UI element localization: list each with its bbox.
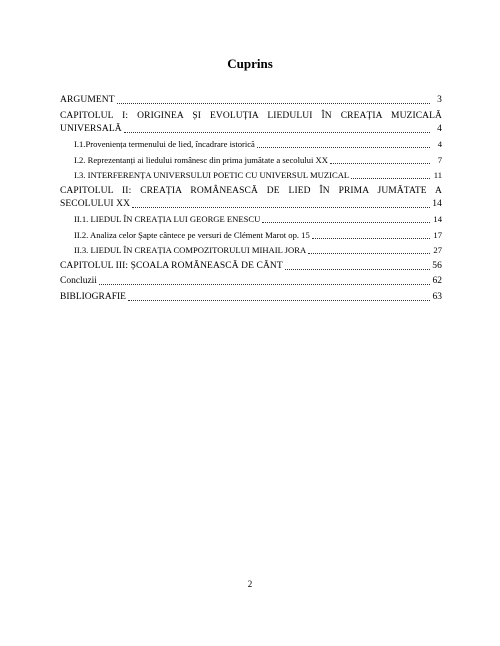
toc-entry-label: Concluzii bbox=[60, 276, 97, 286]
toc-entry[interactable] bbox=[60, 291, 442, 304]
toc-entry-page: 27 bbox=[433, 245, 442, 255]
toc-entry[interactable] bbox=[60, 185, 442, 211]
toc-entry-label: I.2. Reprezentanți ai liedului românesc din prima jumătate a secolului XX bbox=[74, 154, 328, 165]
toc-entry[interactable] bbox=[60, 154, 442, 167]
toc-entry-page: 63 bbox=[432, 291, 442, 302]
toc-entry-label: ARGUMENT bbox=[60, 95, 115, 105]
toc-entry-page: 56 bbox=[432, 260, 442, 271]
dot-leader bbox=[312, 238, 430, 239]
toc-entry-label-line1: CAPITOLUL II: CREAȚIA ROMÂNEASCĂ DE LIED ÎN PRIMA JUMĂTATE A bbox=[60, 185, 442, 196]
toc-entry[interactable] bbox=[60, 275, 442, 288]
page-number: 2 bbox=[247, 579, 253, 589]
toc-entry[interactable] bbox=[60, 94, 442, 107]
dot-leader bbox=[124, 132, 430, 133]
toc-entry[interactable] bbox=[60, 229, 442, 242]
dot-leader bbox=[117, 103, 430, 104]
dot-leader bbox=[257, 147, 430, 148]
toc-entry-page: 14 bbox=[433, 214, 442, 224]
dot-leader bbox=[128, 300, 430, 301]
toc-entry-page: 11 bbox=[433, 170, 442, 180]
toc-entry-label-line1: CAPITOLUL I: ORIGINEA ȘI EVOLUȚIA LIEDULUI ÎN CREAȚIA MUZICALĂ bbox=[60, 110, 442, 121]
toc-entry-label: I.3. INTERFERENȚA UNIVERSULUI POETIC CU UNIVERSUL MUZICAL bbox=[74, 170, 350, 180]
toc-entry-label: II.1. LIEDUL ÎN CREAȚIA LUI GEORGE ENESCU bbox=[74, 214, 261, 224]
toc-entry[interactable] bbox=[60, 260, 442, 273]
toc-entry-label: II.2. Analiza celor Șapte cântece pe versuri de Clément Marot op. 15 bbox=[74, 229, 310, 240]
toc-entry-label: II.3. LIEDUL ÎN CREAȚIA COMPOZITORULUI MIHAIL JORA bbox=[74, 245, 307, 255]
dot-leader bbox=[285, 269, 430, 270]
toc-entry-label: I.1.Proveniența termenului de lied, încadrare istorică bbox=[74, 139, 255, 149]
page-title: Cuprins bbox=[227, 56, 273, 71]
toc-entry-page: 17 bbox=[433, 229, 442, 240]
toc-entry-page: 4 bbox=[437, 123, 442, 134]
table-of-contents bbox=[60, 94, 442, 306]
dot-leader bbox=[262, 222, 430, 223]
dot-leader bbox=[308, 253, 430, 254]
dot-leader bbox=[132, 207, 430, 208]
toc-entry[interactable] bbox=[60, 244, 442, 257]
toc-entry-page: 4 bbox=[437, 139, 442, 149]
toc-entry-label: CAPITOLUL III: ȘCOALA ROMÂNEASCĂ DE CÂNT bbox=[60, 260, 283, 271]
toc-entry-page: 62 bbox=[432, 276, 442, 286]
toc-entry[interactable] bbox=[60, 110, 442, 136]
toc-entry-label-line2: SECOLULUI XX bbox=[60, 198, 131, 209]
toc-entry[interactable] bbox=[60, 169, 442, 182]
toc-entry-page: 7 bbox=[437, 154, 442, 165]
dot-leader bbox=[351, 178, 430, 179]
toc-entry[interactable] bbox=[60, 213, 442, 226]
toc-entry-label-line2: UNIVERSALĂ bbox=[60, 123, 122, 134]
toc-entry-label: BIBLIOGRAFIE bbox=[60, 291, 126, 302]
toc-entry[interactable] bbox=[60, 138, 442, 151]
dot-leader bbox=[99, 284, 430, 285]
dot-leader bbox=[330, 163, 430, 164]
toc-entry-page: 3 bbox=[437, 95, 442, 105]
toc-entry-page: 14 bbox=[432, 198, 442, 209]
